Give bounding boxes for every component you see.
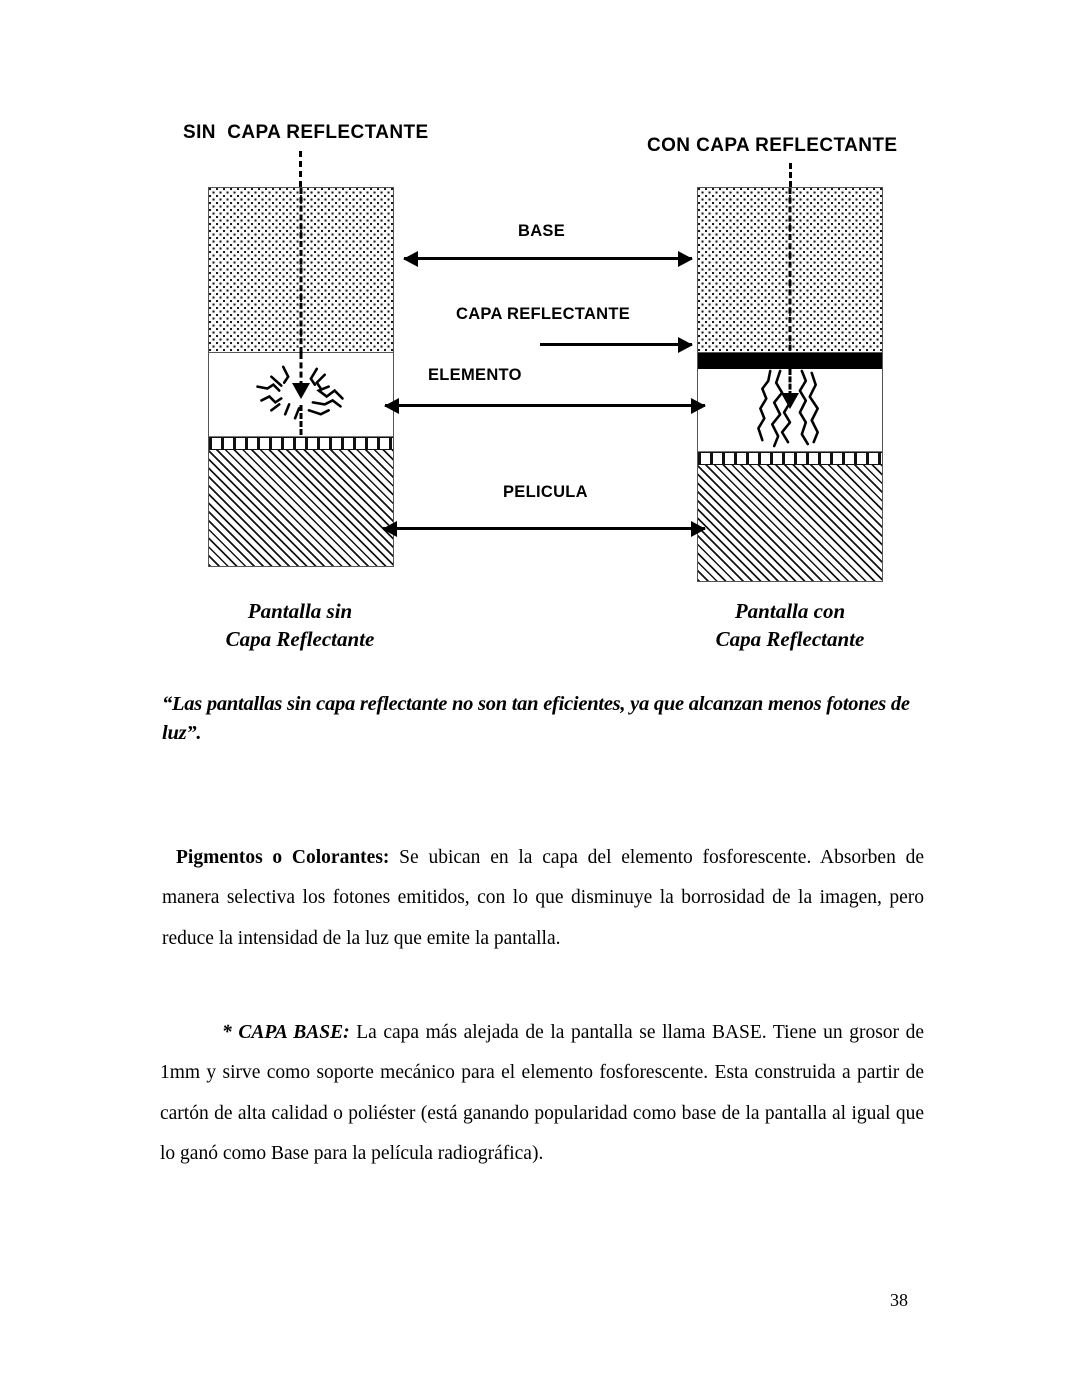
figure-title-right: CON CAPA REFLECTANTE (647, 135, 898, 156)
layer-film-right (698, 465, 882, 581)
ray-centerline-base-left (300, 188, 303, 353)
screen-stack-with-reflective-layer (697, 187, 883, 582)
ray-arrowhead-right (781, 393, 799, 409)
incident-ray-guide-left (299, 151, 302, 187)
figure-title-left: SIN CAPA REFLECTANTE (183, 122, 429, 143)
ray-centerline-base-right (789, 188, 792, 369)
paragraph-capa-base-body: La capa más alejada de la pantalla se llama BASE. Tiene un grosor de 1mm y sirve como soporte mecánico para el elemento fosforescente. Esta construida a partir de cartón de alta calidad o poliéster (está ganando popularidad como base de la pantalla al igual que lo ganó como Base para la película radiográfica). (160, 1021, 924, 1165)
figure-caption-right-line1: Pantalla con (734, 599, 846, 623)
paragraph-pigmentos (162, 838, 924, 960)
figure-caption-right-line2: Capa Reflectante (715, 626, 865, 651)
measurement-arrow-base (404, 257, 692, 260)
paragraph-pigmentos-heading: Pigmentos o Colorantes: (176, 846, 390, 868)
measurement-arrow-film (383, 527, 705, 530)
ray-centerline-element-left (300, 353, 303, 387)
measurement-label-element: ELEMENTO (428, 366, 522, 384)
figure-caption-left-line2: Capa Reflectante (225, 626, 375, 651)
incident-ray-guide-right (789, 163, 792, 187)
screen-stack-without-reflective-layer (208, 187, 394, 567)
measurement-label-base: BASE (518, 222, 566, 240)
layer-element-left (209, 353, 393, 437)
paragraph-capa-base (160, 1013, 924, 1175)
layer-crystal-strip-right (698, 452, 882, 465)
figure-caption-right (640, 598, 940, 654)
ray-centerline-tail-left (300, 405, 303, 435)
paragraph-pigmentos-body: Se ubican en la capa del elemento fosforescente. Absorben de manera selectiva los fotones emitidos, con lo que disminuye la borrosidad de la imagen, pero reduce la intensidad de la luz que emite la pantalla. (162, 846, 924, 949)
layer-film-left (209, 450, 393, 566)
page-number: 38 (890, 1290, 908, 1310)
screen-layers-figure (0, 0, 1080, 680)
measurement-label-film: PELICULA (503, 483, 588, 501)
layer-crystal-strip-left (209, 437, 393, 450)
figure-caption-left (150, 598, 450, 654)
layer-element-right (698, 369, 882, 452)
measurement-arrow-reflective-layer (540, 343, 692, 346)
figure-caption-left-line1: Pantalla sin (247, 599, 353, 623)
ray-arrowhead-left (292, 383, 310, 399)
measurement-arrow-element (385, 404, 705, 407)
paragraph-capa-base-heading: * CAPA BASE: (222, 1021, 350, 1043)
measurement-label-reflective-layer: CAPA REFLECTANTE (456, 305, 631, 323)
pull-quote: “Las pantallas sin capa reflectante no son tan eficientes, ya que alcanzan menos fotones de luz”. (162, 693, 910, 745)
